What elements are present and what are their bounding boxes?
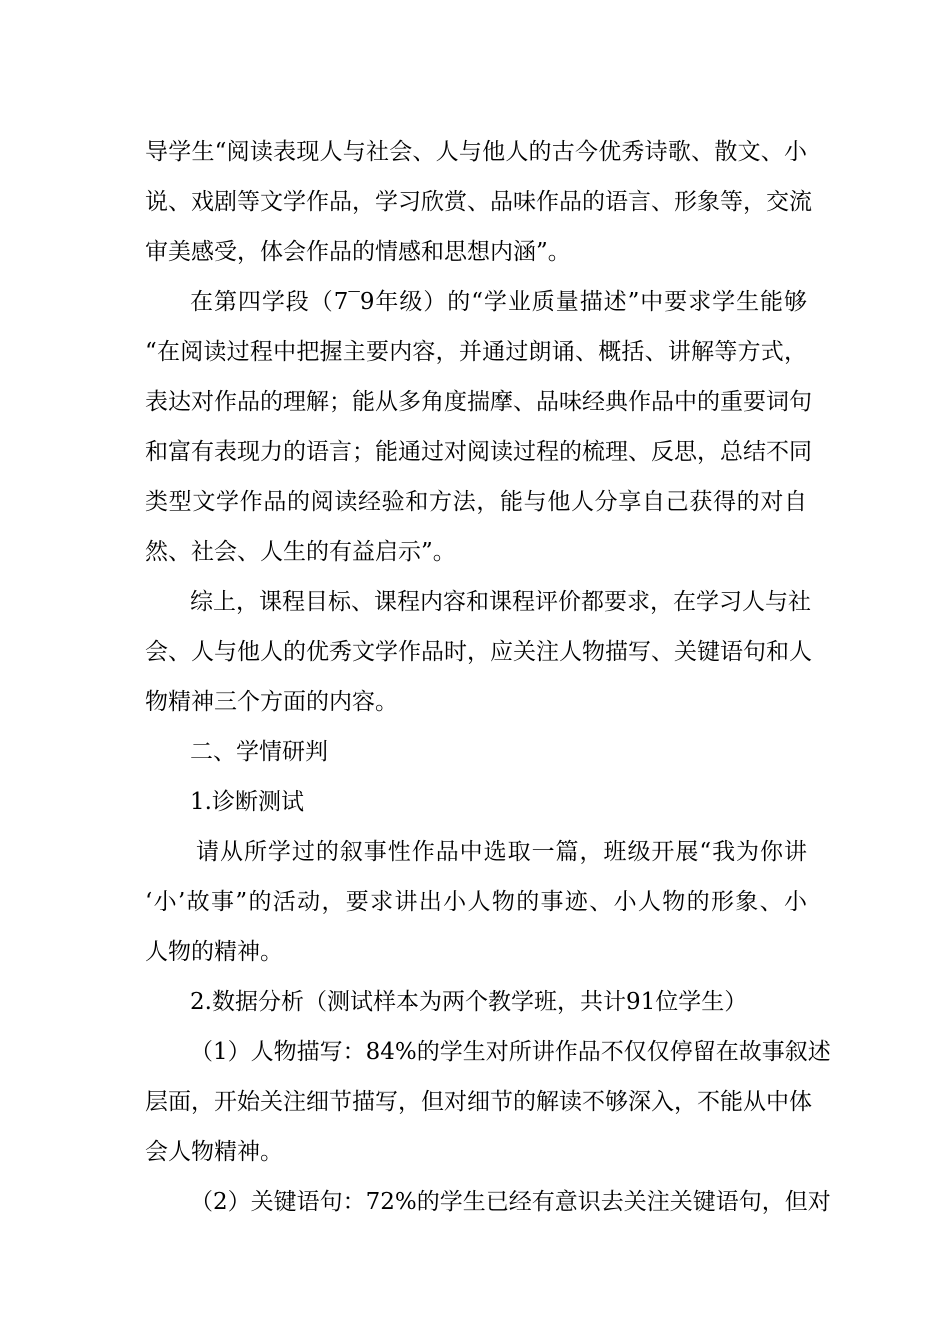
text-line: 物精神三个方面的内容。 [145,689,398,715]
text-line: 导学生“阅读表现人与社会、人与他人的古今优秀诗歌、散文、小 [145,139,807,165]
text-line: 表达对作品的理解；能从多角度揣摩、品味经典作品中的重要词句 [145,389,812,415]
text-line: 类型文学作品的阅读经验和方法，能与他人分享自己获得的对自 [145,489,807,515]
text-line: 在第四学段（7‾9年级）的“学业质量描述”中要求学生能够 [190,289,807,315]
text-line: 层面，开始关注细节描写，但对细节的解读不够深入，不能从中体 [145,1089,812,1115]
text-line: 人物的精神。 [145,939,283,965]
text-line: ‘小’故事”的活动，要求讲出小人物的事迹、小人物的形象、小 [145,889,807,915]
text-line: 说、戏剧等文学作品，学习欣赏、品味作品的语言、形象等，交流 [145,189,812,215]
text-line: “在阅读过程中把握主要内容，并通过朗诵、概括、讲解等方式， [145,339,807,365]
section-heading: 二、学情研判 [190,739,328,765]
text-line: （1）人物描写：84%的学生对所讲作品不仅仅停留在故事叙述 [190,1039,831,1065]
text-line: 然、社会、人生的有益启示”。 [145,539,456,565]
subsection-heading: 2.数据分析（测试样本为两个教学班，共计91位学生） [190,989,748,1015]
text-line: 请从所学过的叙事性作品中选取一篇，班级开展“我为你讲 [196,839,807,865]
text-line: 综上，课程目标、课程内容和课程评价都要求，在学习人与社 [190,589,811,615]
text-line: 审美感受，体会作品的情感和思想内涵”。 [145,239,571,265]
text-line: 和富有表现力的语言；能通过对阅读过程的梳理、反思，总结不同 [145,439,812,465]
text-line: 会人物精神。 [145,1139,283,1165]
text-line: 会、人与他人的优秀文学作品时，应关注人物描写、关键语句和人 [145,639,812,665]
subsection-heading: 1.诊断测试 [190,789,304,815]
text-line: （2）关键语句：72%的学生已经有意识去关注关键语句，但对 [190,1189,831,1215]
